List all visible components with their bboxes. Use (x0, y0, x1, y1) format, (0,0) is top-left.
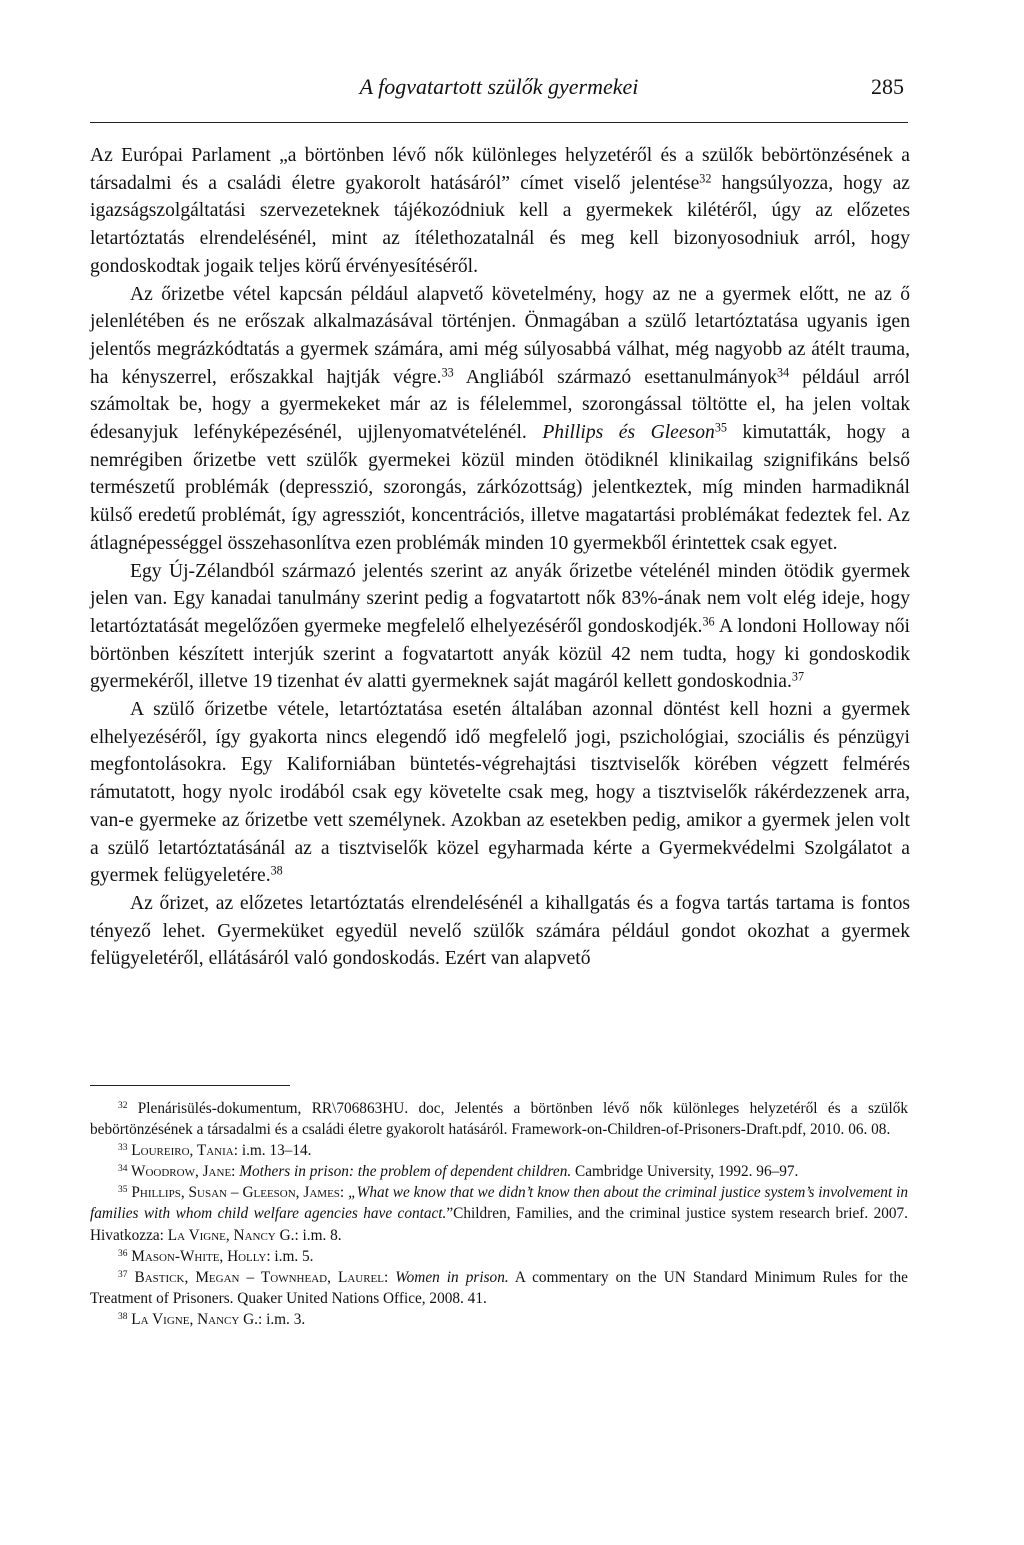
paragraph-3: Egy Új-Zélandból származó jelentés szerint az anyák őrizetbe vételénél minden ötödik gyermek jelen van. Egy kanadai tanulmány szerint pedig a fogvatartott nők 83%-ának nem volt elég ideje, hogy letartóztatását megelőzően gyermeke megfelelő elhelyezéséről gondoskodjék.$^{36}$ A londoni Holloway női börtönben készített interjúk szerint a fogvatartott anyák közül 42 nem tudta, hogy ki gondoskodik gyermekéről, illetve 19 tizenhat év alatti gyermeknek saját magáról kellett gondoskodnia.$^{37}$ (90, 560, 910, 693)
footnote-ref-36[interactable]: 36 (702, 614, 715, 629)
footnote-34: $^{34}$ Woodrow, Jane: Mothers in prison: the problem of dependent children. Cambridge University, 1992. 96–97. (118, 1163, 799, 1181)
footnote-ref-33[interactable]: 33 (441, 364, 454, 379)
footnote-33: $^{33}$ Loureiro, Tania: i.m. 13–14. (118, 1142, 312, 1160)
footnote-38: $^{38}$ La Vigne, Nancy G.: i.m. 3. (118, 1310, 306, 1328)
paragraph-2: Az őrizetbe vétel kapcsán például alapvető követelmény, hogy az ne a gyermek előtt, ne az ő jelenlétében és ne erőszak alkalmazásával történjen. Önmagában a szülő letartóztatása ugyanis igen jelentős megrázkódtatás a gyermek számára, ami még súlyosabbá válhat, még nagyobb az átélt trauma, ha kényszerrel, erőszakkal hajtják végre.$^{33}$ Angliából származó esettanulmányok$^{34}$ például arról számoltak be, hogy a gyermekeket már az is félelemmel, szorongással töltötte el, ha jelen voltak édesanyjuk lefényképezésénél, ujjlenyomatvételénél. Phillips és Gleeson$^{35}$ kimutatták, hogy a nemrégiben őrizetbe vett szülők gyermekei közül minden ötödiknél klinikailag szignifikáns belső természetű problémák (depresszió, szorongás, zárkózottság) jelentkeztek, míg minden harmadiknál külső eredetű problémát, így agressziót, koncentrációs, illetve magatartási problémákat fedeztek fel. Az átlagnépességgel összehasonlítva ezen problémák minden 10 gyermekből érintettek csak egyet. (90, 283, 911, 554)
paragraph-1: Az Európai Parlament „a börtönben lévő nők különleges helyzetéről és a szülők bebörtönzésének a társadalmi és a családi életre gyakorolt hatásáról” címet viselő jelentése$^{32}$ hangsúlyozza, hogy az igazságszolgáltatási szervezeteknek tájékozódniuk kell a gyermekek kilétéről, úgy az előzetes letartóztatás elrendelésénél, mint az ítélethozatalnál és meg kell bizonyosodniuk arról, hogy gondoskodtak jogaik teljes körű érvényesítéséről. (90, 145, 910, 277)
footnote-32: $^{32}$ Plenárisülés-dokumentum, RR\706863HU. doc, Jelentés a börtönben lévő nők különleges helyzetéről és a szülők bebörtönzésének a társadalmi és a családi életre gyakorolt hatásáról. Framework-on-Children-of-Prisoners-Draft.pdf, 2010. 06. 08. (90, 1100, 908, 1139)
page-number: 285 (871, 74, 904, 99)
footnote-36: $^{36}$ Mason-White, Holly: i.m. 5. (118, 1247, 314, 1265)
running-title: A fogvatartott szülők gyermekei (359, 74, 639, 99)
footnote-ref-37[interactable]: 37 (791, 669, 805, 684)
paragraph-4: A szülő őrizetbe vétele, letartóztatása esetén általában azonnal döntést kell hozni a gyermek elhelyezéséről, így gyakorta nincs elegendő idő megfelelő jogi, pszichológiai, szociális és pénzügyi megfontolásokra. Egy Kaliforniában büntetés-végrehajtási tisztviselők körében végzett felmérés rámutatott, hogy nyolc irodából csak egy követelte csak meg, hogy a tisztviselők rákérdezzenek arra, van-e gyermeke az őrizetbe vett személynek. Azokban az esetekben pedig, amikor a gyermek jelen volt a szülő letartóztatásánál az a tisztviselők közel egyharmada kérte a Gyermekvédelmi Szolgálatot a gyermek felügyeletére.$^{38}$ (90, 699, 910, 887)
footnote-ref-32[interactable]: 32 (699, 171, 712, 186)
footnote-ref-34[interactable]: 34 (777, 364, 790, 379)
running-header (90, 66, 908, 123)
main-text (90, 142, 910, 973)
footnote-ref-38[interactable]: 38 (270, 863, 283, 878)
footnote-37: $^{37}$ Bastick, Megan – Townhead, Laurel: Women in prison. A commentary on the UN Standard Minimum Rules for the Treatment of Prisoners. Quaker United Nations Office, 2008. 41. (90, 1268, 908, 1307)
footnote-35: $^{35}$ Phillips, Susan – Gleeson, James: „What we know that we didn’t know then about the criminal justice system’s involvement in families with whom child welfare agencies have contact.”Children, Families, and the criminal justice system research brief. 2007. Hivatkozza: La Vigne, Nancy G.: i.m. 8. (90, 1184, 909, 1244)
footnote-divider (90, 1085, 290, 1086)
cited-authors: Phillips és Gleeson (542, 422, 715, 444)
footnote-ref-35[interactable]: 35 (714, 420, 727, 435)
footnotes (90, 1098, 908, 1330)
paragraph-5: Az őrizet, az előzetes letartóztatás elrendelésénél a kihallgatás és a fogva tartás tartama is fontos tényező lehet. Gyermeküket egyedül nevelő szülők számára például gondot okozhat a gyermek felügyeletéről, ellátásáról való gondoskodás. Ezért van alapvető (90, 892, 910, 970)
